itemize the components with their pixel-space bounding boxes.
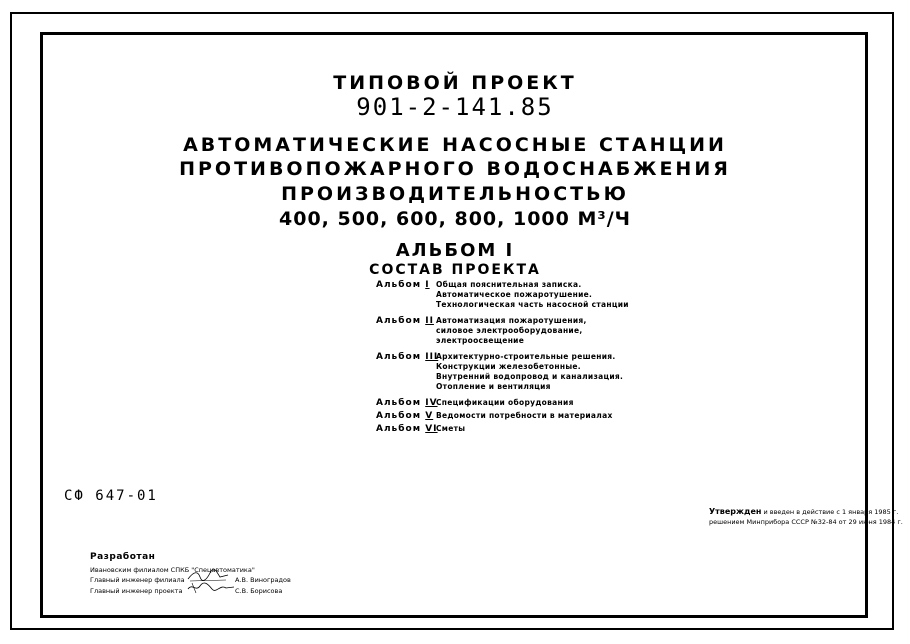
album-label: Альбом VI [376,424,438,434]
developer-org: Ивановским филиалом СПКБ "Спецавтоматика" [90,565,255,574]
approval-title: Утвержден [709,507,762,516]
title-line-3: ПРОИЗВОДИТЕЛЬНОСТЬЮ [281,183,629,205]
album-label: Альбом V [376,411,434,421]
title-line-4: 400, 500, 600, 800, 1000 М³/Ч [279,208,631,230]
album-description [436,316,587,346]
developer-block [90,552,291,596]
album-line: Внутренний водопровод и канализация. [436,372,624,381]
album-description [436,352,623,392]
album-item [376,352,676,392]
signature-row [90,586,283,597]
album-line: Сметы [436,424,466,433]
album-item [376,280,676,310]
album-line: Технологическая часть насосной станции [436,300,629,309]
album-line: Отопление и вентиляция [436,382,551,391]
project-number: 901-2-141.85 [356,93,554,121]
album-line: электроосвещение [436,336,525,345]
album-line: Архитектурно-строительные решения. [436,352,616,361]
project-type: ТИПОВОЙ ПРОЕКТ [333,72,577,94]
developer-title: Разработан [90,552,156,562]
album-item [376,398,676,409]
album-line: Ведомости потребности в материалах [436,411,613,420]
title-line-1: АВТОМАТИЧЕСКИЕ НАСОСНЫЕ СТАНЦИИ [183,134,727,156]
signer-position: Главный инженер филиала [90,576,185,584]
album-item [376,411,676,422]
album-description [436,411,613,422]
album-title: АЛЬБОМ I [395,240,515,261]
approval-line: решением Минприбора СССР №32-84 от 29 июня 1984 г. [709,518,903,526]
album-label: Альбом III [376,352,439,362]
signer-name: С.В. Борисова [235,586,283,595]
approval-note [709,507,903,527]
album-line: Автоматическое пожаротушение. [436,290,593,299]
approval-line: и введен в действие с 1 января 1985 г. [763,508,899,516]
signature-icon [186,580,236,594]
album-item [376,424,676,435]
title-line-2: ПРОТИВОПОЖАРНОГО ВОДОСНАБЖЕНИЯ [179,158,731,180]
album-line: Общая пояснительная записка. [436,280,582,289]
album-line: силовое электрооборудование, [436,326,583,335]
album-label: Альбом IV [376,398,438,408]
composition-title: СОСТАВ ПРОЕКТА [369,262,541,278]
album-item [376,316,676,346]
album-description [436,280,629,310]
album-label: Альбом I [376,280,430,290]
document-code: СФ 647-01 [64,488,158,504]
signer-name: А.В. Виноградов [235,576,291,584]
album-label: Альбом II [376,316,434,326]
album-line: Конструкции железобетонные. [436,362,581,371]
album-line: Автоматизация пожаротушения, [436,316,587,325]
album-list [376,280,676,441]
album-description [436,424,465,435]
signer-position: Главный инженер проекта [90,586,183,595]
album-line: Спецификации оборудования [436,398,574,407]
album-description [436,398,574,409]
